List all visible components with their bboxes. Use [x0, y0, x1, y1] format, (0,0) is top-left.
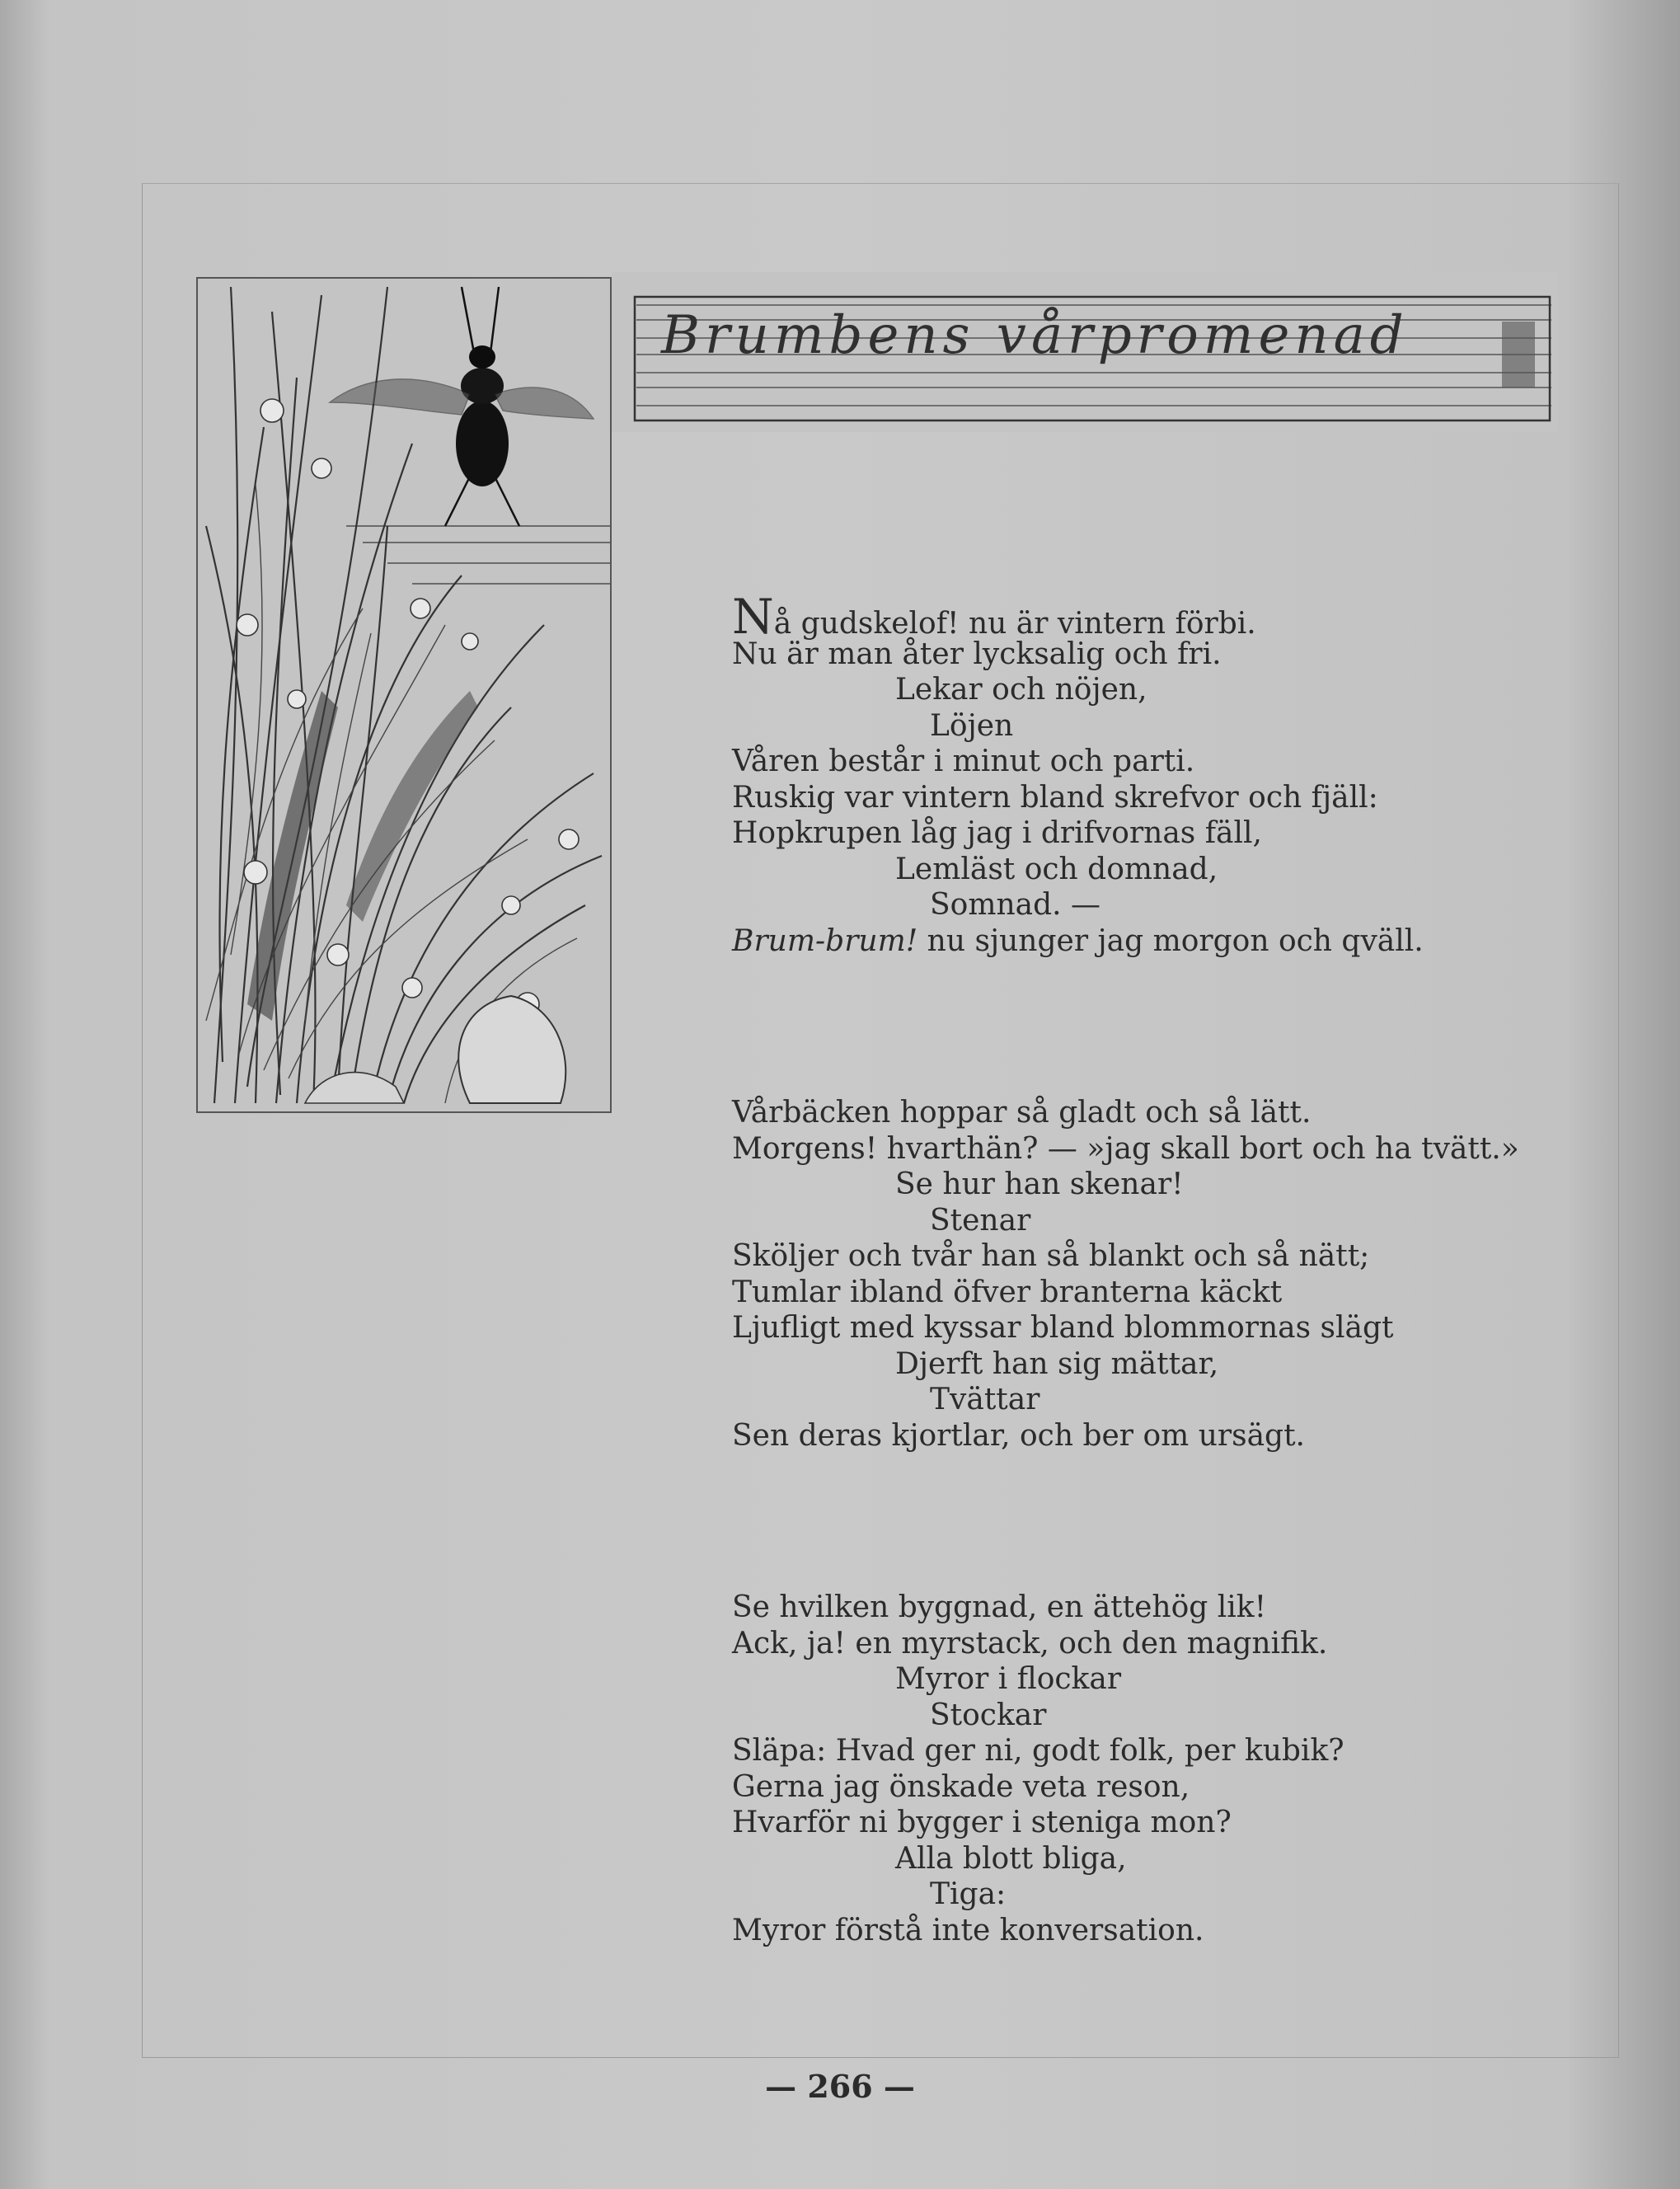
poem-line: Sköljer och tvår han så blankt och så nätt;	[732, 1239, 1370, 1273]
page-number: — 266 —	[765, 2068, 915, 2105]
poem-line: Se hur han skenar!	[895, 1167, 1184, 1201]
poem-line: Ljufligt med kyssar bland blommornas slägt	[732, 1311, 1394, 1345]
stanza-3	[732, 1590, 1639, 1948]
poem-line: Se hvilken byggnad, en ättehög lik!	[732, 1590, 1267, 1624]
poem-line: Ack, ja! en myrstack, och den magnifik.	[732, 1626, 1328, 1661]
poem-line: Löjen	[930, 708, 1014, 743]
title-banner	[612, 272, 1558, 432]
poem-line: Tvättar	[930, 1383, 1040, 1416]
poem-line: Brum-brum! nu sjunger jag morgon och qväll.	[732, 923, 1424, 958]
poem-line: Ruskig var vintern bland skrefvor och fjäll:	[732, 780, 1378, 815]
poem-line: Gerna jag önskade veta reson,	[732, 1769, 1190, 1804]
drop-cap: N	[732, 589, 774, 645]
poem-line: Stockar	[930, 1698, 1047, 1732]
poem-line: Nå gudskelof! nu är vintern förbi.	[732, 589, 1256, 645]
italic-prefix: Brum-brum!	[732, 923, 918, 958]
poem-line: Vårbäcken hoppar så gladt och så lätt.	[732, 1096, 1312, 1130]
poem-line: Tiga:	[930, 1877, 1007, 1911]
poem-line: Släpa: Hvad ger ni, godt folk, per kubik?	[732, 1734, 1344, 1768]
poem-line: Lekar och nöjen,	[895, 673, 1147, 707]
poem-line: Myror förstå inte konversation.	[732, 1913, 1204, 1947]
poem-line: Djerft han sig mättar,	[895, 1346, 1219, 1381]
poem-line: Hvarför ni bygger i steniga mon?	[732, 1806, 1232, 1839]
poem-line: Myror i flockar	[895, 1662, 1122, 1696]
poem-title: Brumbens vårpromenad	[661, 305, 1409, 366]
stanza-1	[732, 589, 1639, 959]
poem-line: Sen deras kjortlar, och ber om ursägt.	[732, 1418, 1305, 1453]
poem-line: Hopkrupen låg jag i drifvornas fäll,	[732, 816, 1262, 850]
poem-line: Tumlar ibland öfver branterna käckt	[732, 1275, 1283, 1309]
poem-line: Nu är man åter lycksalig och fri.	[732, 637, 1222, 671]
poem-line: Alla blott bliga,	[895, 1841, 1127, 1876]
poem-line: Morgens! hvarthän? — »jag skall bort och ha tvätt.»	[732, 1131, 1519, 1166]
stanza-2	[732, 1095, 1639, 1454]
poem-line: Stenar	[930, 1203, 1031, 1238]
poem-line: Somnad. —	[930, 888, 1101, 922]
bee-illustration	[196, 277, 612, 1113]
poem-line: Våren består i minut och parti.	[732, 745, 1195, 778]
poem-line: Lemläst och domnad,	[895, 852, 1218, 886]
